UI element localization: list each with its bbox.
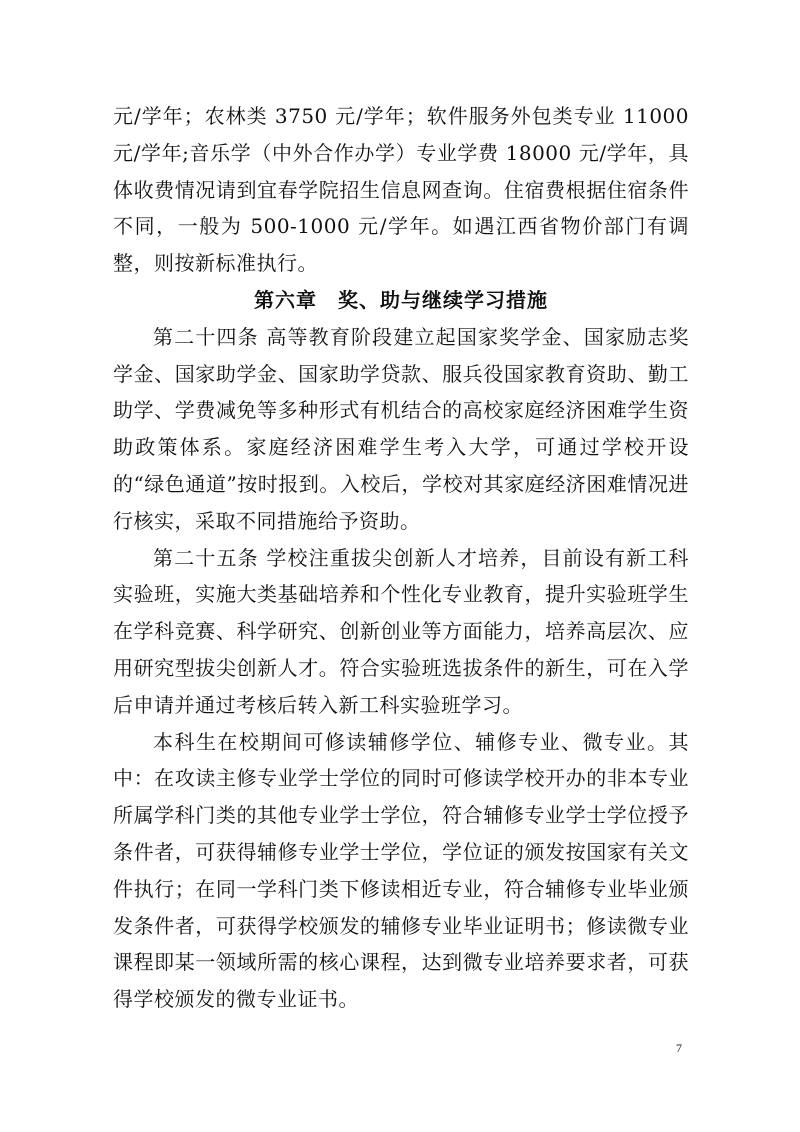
document-body — [113, 98, 689, 1018]
page-number: 7 — [676, 1041, 682, 1055]
chapter-heading: 第六章 奖、助与继续学习措施 — [254, 287, 548, 312]
article-24-paragraph: 第二十四条 高等教育阶段建立起国家奖学金、国家励志奖学金、国家助学金、国家助学贷款、服兵役国家教育资助、勤工助学、学费减免等多种形式有机结合的高校家庭经济困难学生资助政策体系。家庭经济困难学生考入大学，可通过学校开设的“绿色通道”按时报到。入校后，学校对其家庭经济困难情况进行核实，采取不同措施给予资助。 — [113, 324, 689, 533]
article-25-paragraph: 第二十五条 学校注重拔尖创新人才培养，目前设有新工科实验班，实施大类基础培养和个性化专业教育，提升实验班学生在学科竞赛、科学研究、创新创业等方面能力，培养高层次、应用研究型拔尖创新人才。符合实验班选拔条件的新生，可在入学后申请并通过考核后转入新工科实验班学习。 — [113, 545, 689, 717]
continuation-paragraph: 元/学年；农林类 3750 元/学年；软件服务外包类专业 11000 元/学年;音乐学（中外合作办学）专业学费 18000 元/学年，具体收费情况请到宜春学院招生信息网查询。住宿费根据住宿条件不同，一般为 500-1000 元/学年。如遇江西省物价部门有调整，则按新标准执行。 — [113, 104, 689, 276]
minor-degree-paragraph: 本科生在校期间可修读辅修学位、辅修专业、微专业。其中：在攻读主修专业学士学位的同时可修读学校开办的非本专业所属学科门类的其他专业学士学位，符合辅修专业学士学位授予条件者，可获得辅修专业学士学位，学位证的颁发按国家有关文件执行；在同一学科门类下修读相近专业，符合辅修专业毕业颁发条件者，可获得学校颁发的辅修专业毕业证明书；修读微专业课程即某一领域所需的核心课程，达到微专业培养要求者，可获得学校颁发的微专业证书。 — [113, 729, 689, 1012]
